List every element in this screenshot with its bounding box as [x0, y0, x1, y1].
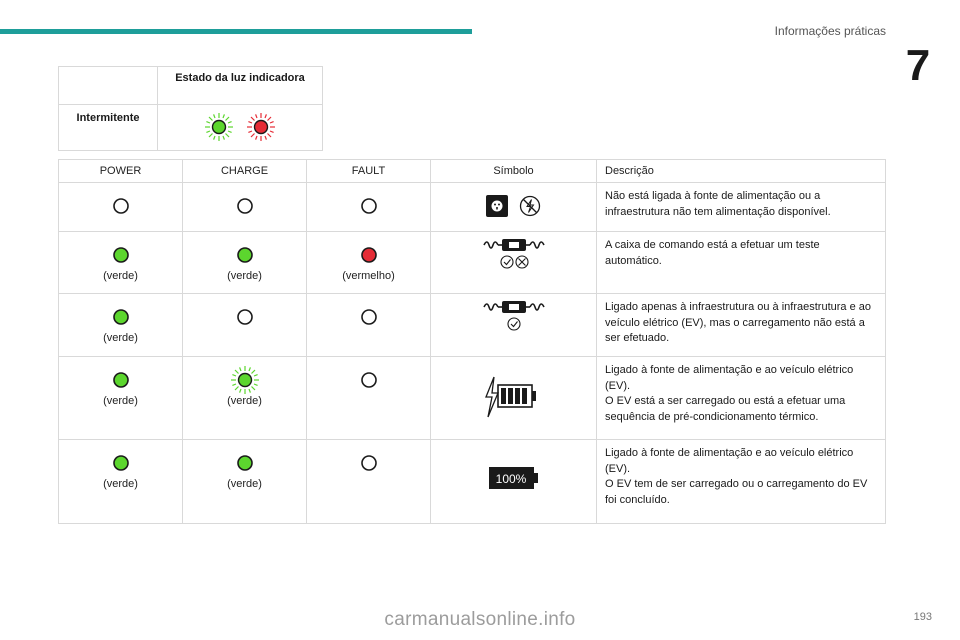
description-text: Ligado à fonte de alimentação e ao veículo elétrico (EV). [605, 364, 854, 392]
symbol-cell [431, 357, 597, 440]
header-accent-bar [0, 29, 472, 34]
column-header-power: POWER [59, 160, 183, 183]
green-blinking-led-icon [204, 112, 234, 142]
column-header-description: Descrição [597, 160, 886, 183]
symbol-cell [431, 294, 597, 357]
charge-state-label: (verde) [227, 395, 262, 407]
plug-and-no-power-icon [484, 193, 544, 227]
power-cell [59, 183, 183, 232]
charge-cell [183, 294, 307, 357]
power-cell [59, 294, 183, 357]
description-text: A caixa de comando está a efetuar um teste automático. [605, 239, 820, 267]
led-green-icon [112, 454, 130, 472]
cable-box-check-icon [482, 299, 546, 333]
charge-cell [183, 357, 307, 440]
led-off-icon [236, 308, 254, 326]
description-cell [597, 440, 886, 524]
battery-full-icon [488, 466, 540, 492]
led-off-icon [360, 197, 378, 215]
description-text: Não está ligada à fonte de alimentação ou a infraestrutura não tem alimentação disponível. [605, 190, 831, 218]
description-text: O EV está a ser carregado ou está a efetuar uma sequência de pré-condicionamento térmico. [605, 395, 846, 423]
led-green-blinking-icon [230, 365, 260, 395]
fault-cell [307, 183, 431, 232]
table-row [59, 232, 886, 294]
led-off-icon [360, 371, 378, 389]
description-text: O EV tem de ser carregado ou o carregamento do EV foi concluído. [605, 478, 868, 506]
column-header-charge: CHARGE [183, 160, 307, 183]
description-text: Ligado à fonte de alimentação e ao veículo elétrico (EV). [605, 447, 854, 475]
symbol-cell [431, 183, 597, 232]
page-number: 193 [913, 611, 932, 623]
table-row [59, 357, 886, 440]
led-green-icon [112, 246, 130, 264]
charge-cell [183, 232, 307, 294]
power-cell [59, 357, 183, 440]
power-state-label: (verde) [103, 270, 138, 282]
charge-cell [183, 440, 307, 524]
led-red-icon [360, 246, 378, 264]
led-green-icon [236, 454, 254, 472]
led-green-icon [112, 308, 130, 326]
red-blinking-led-icon [246, 112, 276, 142]
column-header-symbol: Símbolo [431, 160, 597, 183]
description-cell [597, 183, 886, 232]
symbol-cell [431, 440, 597, 524]
led-off-icon [112, 197, 130, 215]
table-row [59, 183, 886, 232]
symbol-cell [431, 232, 597, 294]
table-row [59, 440, 886, 524]
chapter-number: 7 [905, 41, 931, 90]
led-green-icon [112, 371, 130, 389]
legend-row-label: Intermitente [59, 105, 158, 151]
section-title: Informações práticas [774, 24, 886, 38]
legend-header-title: Estado da luz indicadora [158, 67, 323, 105]
fault-cell [307, 357, 431, 440]
status-table [58, 159, 886, 524]
battery-charging-icon [484, 375, 544, 419]
power-state-label: (verde) [103, 478, 138, 490]
power-cell [59, 440, 183, 524]
description-cell [597, 232, 886, 294]
fault-cell [307, 440, 431, 524]
description-cell [597, 294, 886, 357]
cable-box-check-cross-icon [482, 237, 546, 271]
description-text: Ligado apenas à infraestrutura ou à infraestrutura e ao veículo elétrico (EV), mas o carregamento não está a ser efetuado. [605, 301, 872, 344]
status-table-header [59, 160, 886, 183]
led-off-icon [360, 308, 378, 326]
legend-header-empty [59, 67, 158, 105]
legend-row-icons [158, 105, 323, 151]
column-header-fault: FAULT [307, 160, 431, 183]
legend-table [58, 66, 323, 151]
charge-state-label: (verde) [227, 478, 262, 490]
fault-cell [307, 232, 431, 294]
fault-state-label: (vermelho) [342, 270, 395, 282]
charge-state-label: (verde) [227, 270, 262, 282]
led-green-icon [236, 246, 254, 264]
watermark: carmanualsonline.info [384, 609, 576, 630]
led-off-icon [236, 197, 254, 215]
description-cell [597, 357, 886, 440]
power-state-label: (verde) [103, 332, 138, 344]
power-cell [59, 232, 183, 294]
table-row [59, 294, 886, 357]
led-off-icon [360, 454, 378, 472]
power-state-label: (verde) [103, 395, 138, 407]
charge-cell [183, 183, 307, 232]
fault-cell [307, 294, 431, 357]
battery-percent-text: 100% [495, 472, 526, 486]
